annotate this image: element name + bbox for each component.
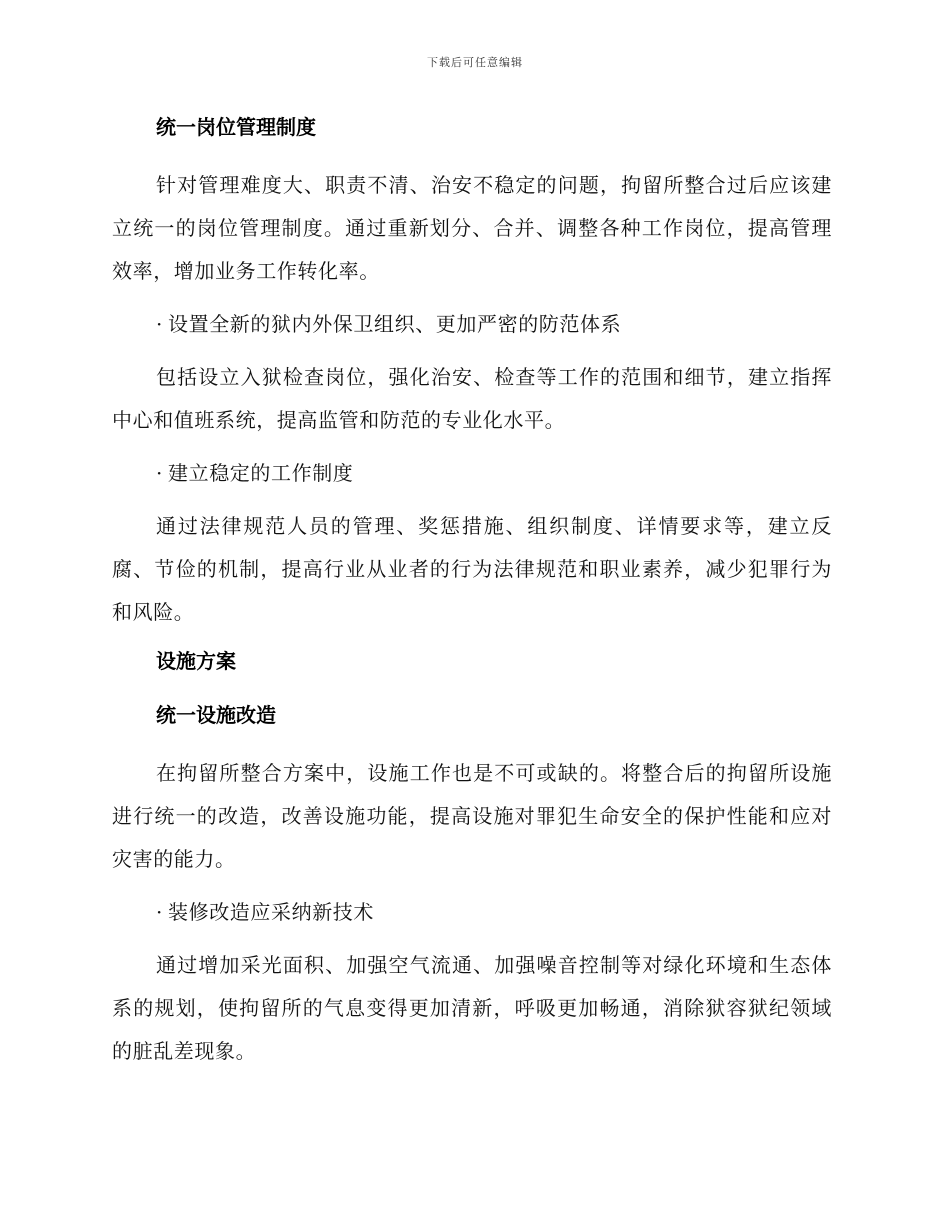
bullet-label: 建立稳定的工作制度	[168, 461, 354, 485]
header-note: 下载后可任意编辑	[427, 56, 523, 69]
section-heading-facility-renovation: 统一设施改造	[156, 703, 276, 727]
bullet-item-work-system	[112, 452, 832, 495]
bullet-dot-icon: ·	[156, 312, 163, 336]
section-heading-facility-plan: 设施方案	[156, 649, 236, 673]
paragraph-post-management: 针对管理难度大、职责不清、治安不稳定的问题，拘留所整合过后应该建立统一的岗位管理制度。通过重新划分、合并、调整各种工作岗位，提高管理效率，增加业务工作转化率。	[112, 173, 832, 283]
section-heading-post-management: 统一岗位管理制度	[156, 115, 316, 139]
document-body	[112, 110, 832, 1083]
paragraph-work-system: 通过法律规范人员的管理、奖惩措施、组织制度、详情要求等，建立反腐、节俭的机制，提高行业从业者的行为法律规范和职业素养，减少犯罪行为和风险。	[112, 514, 832, 624]
bullet-dot-icon: ·	[156, 461, 163, 485]
bullet-label: 设置全新的狱内外保卫组织、更加严密的防范体系	[168, 312, 622, 336]
bullet-item-new-technology	[112, 891, 832, 934]
bullet-dot-icon: ·	[156, 900, 163, 924]
bullet-item-security-organization	[112, 303, 832, 346]
bullet-label: 装修改造应采纳新技术	[168, 900, 374, 924]
paragraph-new-technology: 通过增加采光面积、加强空气流通、加强噪音控制等对绿化环境和生态体系的规划，使拘留所的气息变得更加清新，呼吸更加畅通，消除狱容狱纪领域的脏乱差现象。	[112, 953, 832, 1063]
paragraph-security-organization: 包括设立入狱检查岗位，强化治安、检查等工作的范围和细节，建立指挥中心和值班系统，提高监管和防范的专业化水平。	[112, 365, 832, 432]
paragraph-facility-renovation: 在拘留所整合方案中，设施工作也是不可或缺的。将整合后的拘留所设施进行统一的改造，改善设施功能，提高设施对罪犯生命安全的保护性能和应对灾害的能力。	[112, 761, 832, 871]
